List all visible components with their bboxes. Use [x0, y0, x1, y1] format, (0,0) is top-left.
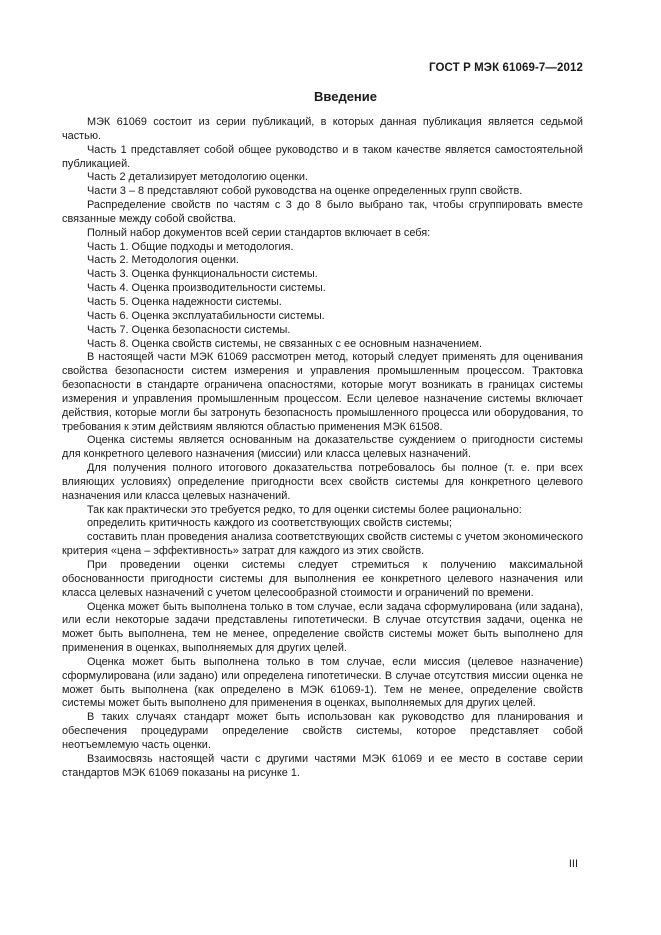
paragraph: Часть 2 детализирует методологию оценки.	[87, 171, 308, 184]
document-header: ГОСТ Р МЭК 61069-7—2012	[429, 62, 583, 74]
list-item: Часть 4. Оценка производительности системы.	[87, 282, 326, 295]
paragraph: Распределение свойств по частям с 3 до 8 было выбрано так, чтобы сгруппировать вместе связанные между собой свойства.	[62, 199, 583, 225]
page-number: III	[568, 858, 578, 870]
paragraph: При проведении оценки системы следует стремиться к получению максимальной обоснованности пригодности системы для выполнения ее конкретного целевого назначения или класса целевых назначений с учетом целесообразной стоимости и ограничений по времени.	[62, 559, 583, 599]
list-item: Часть 3. Оценка функциональности системы.	[87, 268, 318, 281]
list-item: Часть 5. Оценка надежности системы.	[87, 295, 282, 308]
paragraph: МЭК 61069 состоит из серии публикаций, в которых данная публикация является седьмой частью.	[62, 116, 583, 142]
paragraph: Часть 1 представляет собой общее руководство и в таком качестве является самостоятельной публикацией.	[62, 143, 583, 170]
paragraph: Оценка системы является основанным на доказательстве суждением о пригодности системы для конкретного целевого назначения (миссии) или класса целевых назначений.	[62, 434, 583, 461]
paragraph: Для получения полного итогового доказательства потребовалось бы полное (т. е. при всех влияющих условиях) определение пригодности всех свойств системы для конкретного целевого назначения или класса целевых назначений.	[62, 462, 583, 502]
list-item: Часть 8. Оценка свойств системы, не связанных с ее основным назначением.	[87, 337, 483, 350]
page-title: Введение	[314, 89, 377, 104]
paragraph: Взаимосвязь настоящей части с другими частями МЭК 61069 и ее место в составе серии стандартов МЭК 61069 показаны на рисунке 1.	[62, 752, 583, 779]
body-text	[62, 116, 583, 781]
list-item: составить план проведения анализа соответствующих свойств системы с учетом экономического критерия «цена – эффективность» затрат для каждого из этих свойств.	[62, 531, 583, 558]
list-item: Часть 6. Оценка эксплуатабильности системы.	[87, 309, 325, 322]
paragraph: Полный набор документов всей серии стандартов включает в себя:	[87, 226, 431, 239]
list-item: Часть 7. Оценка безопасности системы.	[87, 323, 291, 336]
paragraph: В таких случаях стандарт может быть использован как руководство для планирования и обеспечения процедурами определение свойств системы, которое представляет собой неотъемлемую часть оценки.	[62, 711, 583, 751]
list-item: Часть 1. Общие подходы и методология.	[87, 240, 294, 253]
paragraph: Части 3 – 8 представляют собой руководства на оценке определенных групп свойств.	[87, 185, 523, 198]
paragraph: Оценка может быть выполнена только в том случае, если задача сформулирована (или задана), или если некоторые задачи представлены гипотетически. В случае отсутствия задачи, оценка не может быть выполнена, тем не менее, определение свойств системы может быть выполнено для применения в оценках, выполняемых для других целей.	[62, 600, 583, 655]
paragraph: В настоящей части МЭК 61069 рассмотрен метод, который следует применять для оценивания свойства безопасности систем измерения и управления промышленным процессом. Трактовка безопасности в стандарте ограничена опасностями, которые могут возникать в границах системы измерения и управления промышленным процессом. Если целевое назначение системы включает действия, которые могли бы затронуть безопасность промышленного процесса или оборудования, то требования к этим действиям являются областью применения МЭК 61508.	[62, 351, 583, 433]
list-item: Часть 2. Методология оценки.	[87, 254, 239, 267]
list-item: определить критичность каждого из соответствующих свойств системы;	[87, 517, 453, 530]
paragraph: Оценка может быть выполнена только в том случае, если миссия (целевое назначение) сформулирована (или задано) или определена гипотетически. В случае отсутствия миссии оценка не может быть выполнена (как определено в МЭК 61069-1). Тем не менее, определение свойств системы может быть выполнено для применения в оценках, выполняемых для других целей.	[62, 655, 583, 710]
paragraph: Так как практически это требуется редко, то для оценки системы более рационально:	[87, 503, 522, 516]
